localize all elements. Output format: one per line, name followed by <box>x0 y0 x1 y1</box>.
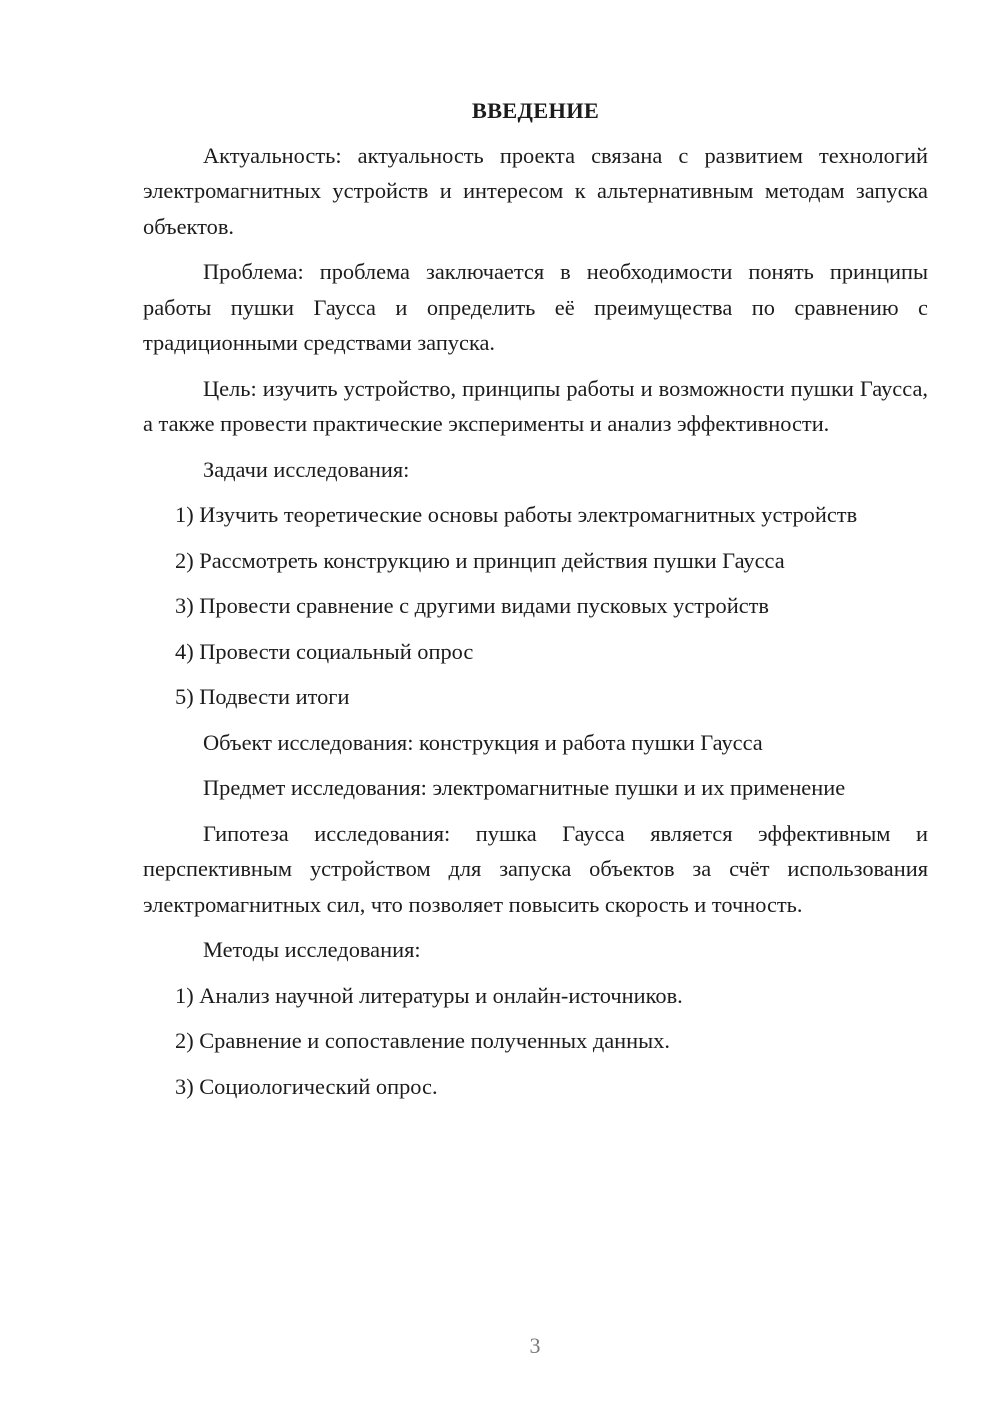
research-subject: Предмет исследования: электромагнитные пушки и их применение <box>203 775 846 800</box>
task-item: 4) Провести социальный опрос <box>175 638 474 664</box>
problem-paragraph: Проблема: проблема заключается в необходимости понять принципы работы пушки Гаусса и определить её преимущества по сравнению с традиционными средствами запуска. <box>143 259 928 355</box>
tasks-heading: Задачи исследования: <box>203 456 410 482</box>
method-item: 3) Социологический опрос. <box>175 1073 438 1099</box>
research-object: Объект исследования: конструкция и работа пушки Гаусса <box>203 729 763 755</box>
page-content <box>143 93 928 1114</box>
section-title: ВВЕДЕНИЕ <box>471 98 600 123</box>
task-item: 3) Провести сравнение с другими видами пусковых устройств <box>175 593 770 618</box>
task-item: 1) Изучить теоретические основы работы электромагнитных устройств <box>175 502 858 527</box>
task-item: 5) Подвести итоги <box>175 684 350 709</box>
task-item: 2) Рассмотреть конструкцию и принцип действия пушки Гаусса <box>175 547 785 573</box>
relevance-paragraph: Актуальность: актуальность проекта связана с развитием технологий электромагнитных устройств и интересом к альтернативным методам запуска объектов. <box>143 142 928 239</box>
methods-heading: Методы исследования: <box>203 937 421 962</box>
method-item: 2) Сравнение и сопоставление полученных данных. <box>175 1028 670 1053</box>
method-item: 1) Анализ научной литературы и онлайн-источников. <box>175 982 683 1008</box>
page-number: 3 <box>529 1333 541 1358</box>
hypothesis-paragraph: Гипотеза исследования: пушка Гаусса является эффективным и перспективным устройством для запуска объектов за счёт использования электромагнитных сил, что позволяет повысить скорость и точность. <box>143 820 928 917</box>
goal-paragraph: Цель: изучить устройство, принципы работы и возможности пушки Гаусса, а также провести практические эксперименты и анализ эффективности. <box>143 375 928 436</box>
